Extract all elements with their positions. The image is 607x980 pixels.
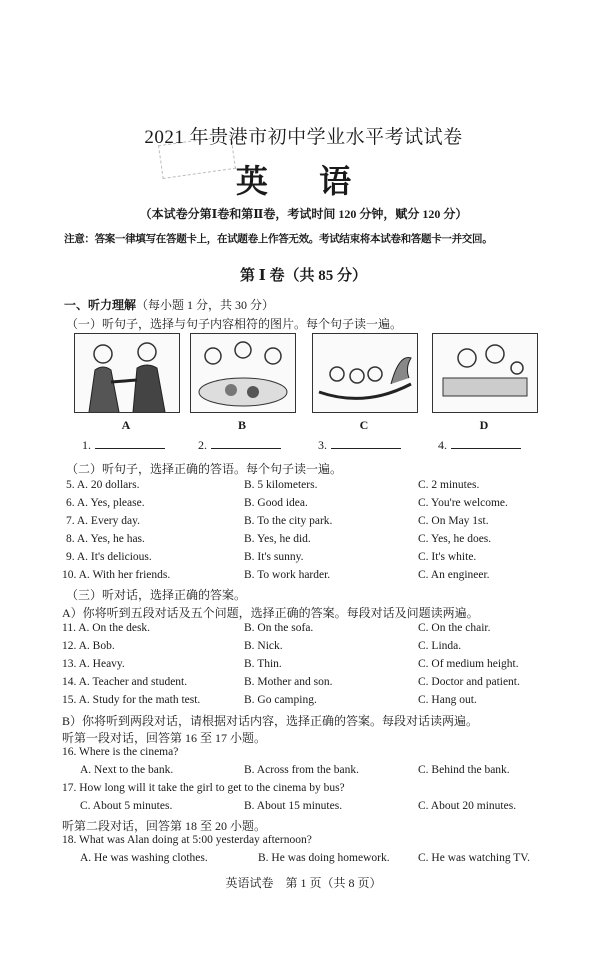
- exam-notice: 注意：答案一律填写在答题卡上，在试题卷上作答无效。考试结束将本试卷和答题卡一并交回。: [64, 233, 493, 245]
- option-c[interactable]: C. Hang out.: [418, 694, 477, 706]
- option-b[interactable]: B. To work harder.: [244, 569, 331, 581]
- dragon-boat-illustration: [313, 334, 417, 412]
- option-c[interactable]: C. 2 minutes.: [418, 479, 480, 491]
- option-b[interactable]: B. To the city park.: [244, 515, 333, 527]
- answer-blank-2[interactable]: [198, 436, 281, 453]
- blank-number: 1.: [82, 438, 91, 452]
- option-a[interactable]: A. Next to the bank.: [80, 764, 174, 776]
- option-c[interactable]: C. Behind the bank.: [418, 764, 510, 776]
- picture-label-d: D: [479, 418, 489, 432]
- sub-heading-2: （二）听句子，选择正确的答语。每个句子读一遍。: [66, 462, 343, 476]
- blank-number: 2.: [198, 438, 207, 452]
- option-a[interactable]: 14. A. Teacher and student.: [62, 676, 188, 688]
- picture-a: [74, 333, 180, 413]
- picture-label-b: B: [237, 418, 246, 432]
- section-heading: [64, 296, 274, 313]
- answer-blank-4[interactable]: [438, 436, 521, 453]
- option-b[interactable]: B. Thin.: [244, 658, 282, 670]
- picture-b: [190, 333, 296, 413]
- option-a[interactable]: 15. A. Study for the math test.: [62, 694, 201, 706]
- blank-line: [451, 436, 521, 449]
- option-a[interactable]: 10. A. With her friends.: [62, 569, 171, 581]
- section-title: 一、听力理解: [64, 298, 137, 312]
- option-c[interactable]: C. He was watching TV.: [418, 852, 531, 864]
- option-b[interactable]: B. Yes, he did.: [244, 533, 311, 545]
- question-18: 18. What was Alan doing at 5:00 yesterday afternoon?: [62, 834, 312, 846]
- part-b-instructions: B）你将听到两段对话，请根据对话内容，选择正确的答案。每段对话读两遍。: [62, 714, 479, 728]
- option-a[interactable]: 12. A. Bob.: [62, 640, 115, 652]
- option-b[interactable]: B. Nick.: [244, 640, 283, 652]
- family-illustration: [433, 334, 537, 412]
- part-title: 第 Ⅰ 卷（共 85 分）: [239, 268, 368, 284]
- option-b[interactable]: B. Good idea.: [244, 497, 308, 509]
- blank-line: [95, 436, 165, 449]
- option-a[interactable]: 6. A. Yes, please.: [66, 497, 145, 509]
- picture-label-a: A: [121, 418, 131, 432]
- blank-number: 3.: [318, 438, 327, 452]
- option-a[interactable]: C. About 5 minutes.: [80, 800, 173, 812]
- blank-line: [211, 436, 281, 449]
- option-b[interactable]: B. It's sunny.: [244, 551, 304, 563]
- handshake-illustration: [75, 334, 179, 412]
- option-c[interactable]: C. You're welcome.: [418, 497, 508, 509]
- option-b[interactable]: B. Mother and son.: [244, 676, 333, 688]
- subject-title: 英 语: [235, 162, 372, 200]
- option-a[interactable]: 11. A. On the desk.: [62, 622, 151, 634]
- picture-d: [432, 333, 538, 413]
- option-b[interactable]: B. On the sofa.: [244, 622, 314, 634]
- option-b[interactable]: B. About 15 minutes.: [244, 800, 343, 812]
- dialog-2-instructions: 听第二段对话，回答第 18 至 20 小题。: [62, 819, 267, 833]
- question-17: 17. How long will it take the girl to get to the cinema by bus?: [62, 782, 345, 794]
- option-b[interactable]: B. 5 kilometers.: [244, 479, 318, 491]
- blank-number: 4.: [438, 438, 447, 452]
- part-a-instructions: A）你将听到五段对话及五个问题，选择正确的答案。每段对话及问题读两遍。: [62, 606, 479, 620]
- option-b[interactable]: B. Go camping.: [244, 694, 317, 706]
- option-c[interactable]: C. An engineer.: [418, 569, 490, 581]
- option-a[interactable]: 9. A. It's delicious.: [66, 551, 152, 563]
- exam-title: 2021 年贵港市初中学业水平考试试卷: [144, 127, 463, 148]
- sub-heading-1: （一）听句子，选择与句子内容相符的图片。每个句子读一遍。: [66, 317, 403, 331]
- option-a[interactable]: 7. A. Every day.: [66, 515, 140, 527]
- section-score: （每小题 1 分，共 30 分）: [136, 298, 275, 312]
- sub-heading-3: （三）听对话，选择正确的答案。: [66, 588, 247, 602]
- picture-c: [312, 333, 418, 413]
- option-a[interactable]: A. He was washing clothes.: [80, 852, 208, 864]
- option-a[interactable]: 13. A. Heavy.: [62, 658, 125, 670]
- question-16: 16. Where is the cinema?: [62, 746, 179, 758]
- page-footer: 英语试卷 第 1 页（共 8 页）: [225, 876, 382, 890]
- option-a[interactable]: 8. A. Yes, he has.: [66, 533, 145, 545]
- dinner-party-illustration: [191, 334, 295, 412]
- option-c[interactable]: C. On May 1st.: [418, 515, 489, 527]
- exam-info: （本试卷分第Ⅰ卷和第Ⅱ卷，考试时间 120 分钟，赋分 120 分）: [139, 207, 468, 221]
- option-c[interactable]: C. On the chair.: [418, 622, 491, 634]
- answer-blank-3[interactable]: [318, 436, 401, 453]
- option-b[interactable]: B. He was doing homework.: [258, 852, 390, 864]
- picture-label-c: C: [359, 418, 369, 432]
- option-c[interactable]: C. It's white.: [418, 551, 477, 563]
- answer-blank-1[interactable]: [82, 436, 165, 453]
- option-a[interactable]: 5. A. 20 dollars.: [66, 479, 140, 491]
- dialog-1-instructions: 听第一段对话，回答第 16 至 17 小题。: [62, 731, 267, 745]
- option-c[interactable]: C. Of medium height.: [418, 658, 519, 670]
- blank-line: [331, 436, 401, 449]
- option-c[interactable]: C. About 20 minutes.: [418, 800, 517, 812]
- option-c[interactable]: C. Yes, he does.: [418, 533, 492, 545]
- option-b[interactable]: B. Across from the bank.: [244, 764, 359, 776]
- option-c[interactable]: C. Linda.: [418, 640, 462, 652]
- option-c[interactable]: C. Doctor and patient.: [418, 676, 520, 688]
